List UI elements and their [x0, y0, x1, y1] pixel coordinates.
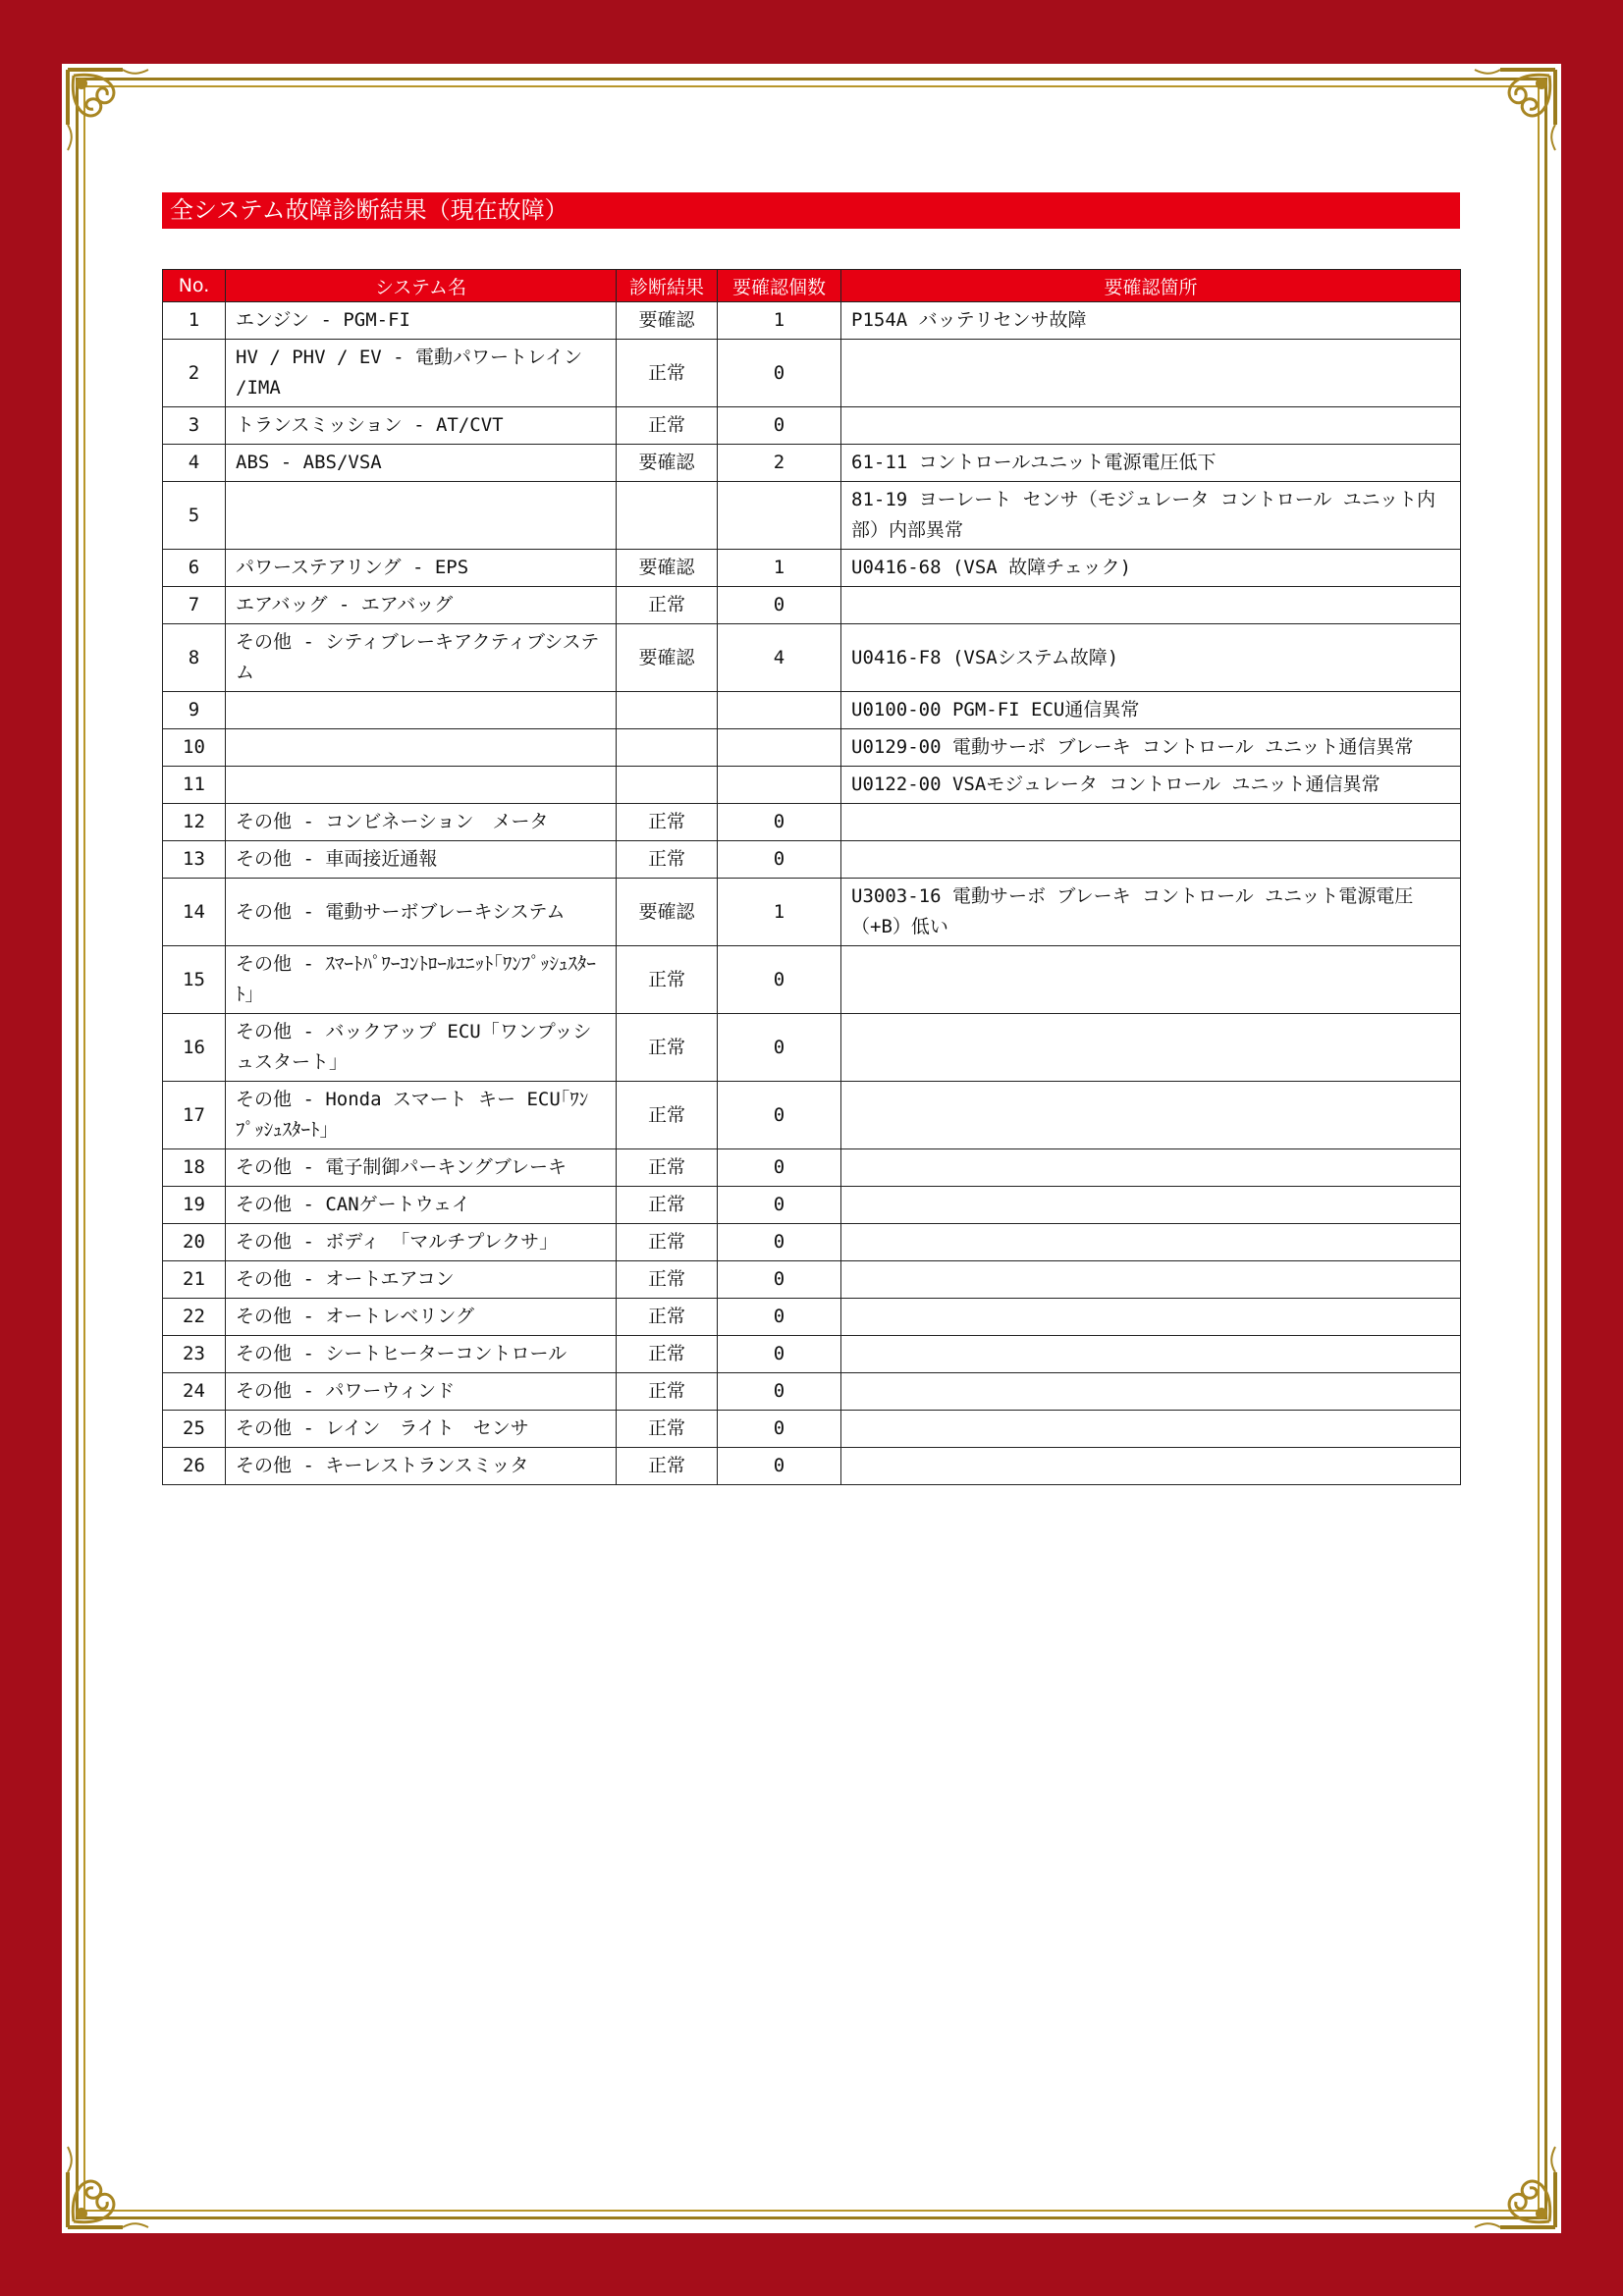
- row-count: 0: [718, 1448, 841, 1485]
- row-system: HV / PHV / EV - 電動パワートレイン /IMA: [226, 340, 617, 407]
- row-detail: [841, 1187, 1461, 1224]
- row-detail: [841, 1014, 1461, 1082]
- row-system: その他 - CANゲートウェイ: [226, 1187, 617, 1224]
- row-detail: 61-11 コントロールユニット電源電圧低下: [841, 445, 1461, 482]
- row-count: 1: [718, 550, 841, 587]
- row-system: その他 - Honda スマート キー ECU｢ﾜﾝﾌﾟｯｼｭｽﾀｰﾄ｣: [226, 1082, 617, 1149]
- row-no: 12: [163, 804, 226, 841]
- row-detail: [841, 1411, 1461, 1448]
- table-row: [163, 550, 1461, 587]
- row-system: その他 - 電子制御パーキングブレーキ: [226, 1149, 617, 1187]
- row-no: 7: [163, 587, 226, 624]
- row-system: その他 - シティブレーキアクティブシステム: [226, 624, 617, 692]
- column-header-result: 診断結果: [617, 270, 718, 302]
- row-count: 2: [718, 445, 841, 482]
- row-no: 14: [163, 879, 226, 946]
- row-detail: U3003-16 電動サーボ ブレーキ コントロール ユニット電源電圧（+B）低い: [841, 879, 1461, 946]
- row-detail: 81-19 ヨーレート センサ（モジュレータ コントロール ユニット内部）内部異常: [841, 482, 1461, 550]
- row-no: 11: [163, 767, 226, 804]
- row-result: 正常: [617, 1261, 718, 1299]
- row-result: [617, 482, 718, 550]
- row-system: その他 - 電動サーボブレーキシステム: [226, 879, 617, 946]
- row-result: 要確認: [617, 445, 718, 482]
- row-result: 正常: [617, 804, 718, 841]
- row-count: 0: [718, 407, 841, 445]
- row-system: その他 - オートレベリング: [226, 1299, 617, 1336]
- column-header-system: システム名: [226, 270, 617, 302]
- row-no: 15: [163, 946, 226, 1014]
- row-count: [718, 482, 841, 550]
- row-result: [617, 767, 718, 804]
- row-result: 正常: [617, 1373, 718, 1411]
- column-header-detail: 要確認箇所: [841, 270, 1461, 302]
- row-no: 1: [163, 302, 226, 340]
- table-row: [163, 879, 1461, 946]
- row-detail: [841, 1224, 1461, 1261]
- row-detail: U0416-68 (VSA 故障チェック): [841, 550, 1461, 587]
- row-system: その他 - キーレストランスミッタ: [226, 1448, 617, 1485]
- row-count: 0: [718, 1187, 841, 1224]
- row-result: 要確認: [617, 879, 718, 946]
- table-row: [163, 1336, 1461, 1373]
- row-detail: U0416-F8 (VSAシステム故障): [841, 624, 1461, 692]
- row-count: 0: [718, 1082, 841, 1149]
- table-row: [163, 841, 1461, 879]
- row-detail: [841, 1373, 1461, 1411]
- row-detail: [841, 1261, 1461, 1299]
- table-body: [163, 302, 1461, 1485]
- row-no: 18: [163, 1149, 226, 1187]
- row-result: 正常: [617, 1187, 718, 1224]
- row-count: 0: [718, 946, 841, 1014]
- row-result: 正常: [617, 407, 718, 445]
- table-row: [163, 1299, 1461, 1336]
- row-detail: [841, 340, 1461, 407]
- row-result: 正常: [617, 1411, 718, 1448]
- row-system: [226, 767, 617, 804]
- table-row: [163, 407, 1461, 445]
- row-detail: U0122-00 VSAモジュレータ コントロール ユニット通信異常: [841, 767, 1461, 804]
- diagnosis-table: [162, 269, 1461, 1485]
- row-no: 21: [163, 1261, 226, 1299]
- row-result: 正常: [617, 1082, 718, 1149]
- report-title: 全システム故障診断結果（現在故障）: [162, 192, 1460, 229]
- row-result: 正常: [617, 1149, 718, 1187]
- table-header-row: [163, 270, 1461, 302]
- row-count: 4: [718, 624, 841, 692]
- table-row: [163, 804, 1461, 841]
- row-count: 0: [718, 1224, 841, 1261]
- row-count: 1: [718, 879, 841, 946]
- row-count: 1: [718, 302, 841, 340]
- row-detail: [841, 587, 1461, 624]
- row-count: 0: [718, 1373, 841, 1411]
- table-row: [163, 1411, 1461, 1448]
- row-result: 正常: [617, 946, 718, 1014]
- table-row: [163, 1448, 1461, 1485]
- table-row: [163, 1373, 1461, 1411]
- row-result: 要確認: [617, 624, 718, 692]
- row-system: その他 - 車両接近通報: [226, 841, 617, 879]
- row-count: 0: [718, 1149, 841, 1187]
- row-result: 要確認: [617, 302, 718, 340]
- table-row: [163, 767, 1461, 804]
- row-system: その他 - コンビネーション メータ: [226, 804, 617, 841]
- row-count: 0: [718, 587, 841, 624]
- row-system: その他 - レイン ライト センサ: [226, 1411, 617, 1448]
- ornament-corner-icon: [64, 66, 152, 154]
- row-system: [226, 692, 617, 729]
- row-result: [617, 729, 718, 767]
- row-result: 正常: [617, 1336, 718, 1373]
- table-row: [163, 1149, 1461, 1187]
- row-count: 0: [718, 1014, 841, 1082]
- row-count: 0: [718, 1261, 841, 1299]
- row-result: 正常: [617, 1299, 718, 1336]
- row-no: 23: [163, 1336, 226, 1373]
- table-row: [163, 587, 1461, 624]
- ornament-corner-icon: [1471, 2143, 1559, 2231]
- row-count: [718, 729, 841, 767]
- row-result: 正常: [617, 1014, 718, 1082]
- row-no: 22: [163, 1299, 226, 1336]
- row-detail: P154A バッテリセンサ故障: [841, 302, 1461, 340]
- column-header-count: 要確認個数: [718, 270, 841, 302]
- row-system: ABS - ABS/VSA: [226, 445, 617, 482]
- row-system: トランスミッション - AT/CVT: [226, 407, 617, 445]
- row-detail: [841, 1299, 1461, 1336]
- table-row: [163, 1014, 1461, 1082]
- table-row: [163, 729, 1461, 767]
- row-detail: U0129-00 電動サーボ ブレーキ コントロール ユニット通信異常: [841, 729, 1461, 767]
- row-count: 0: [718, 1336, 841, 1373]
- row-no: 4: [163, 445, 226, 482]
- row-result: [617, 692, 718, 729]
- row-system: その他 - バックアップ ECU「ワンプッシュスタート」: [226, 1014, 617, 1082]
- table-row: [163, 624, 1461, 692]
- row-count: 0: [718, 1299, 841, 1336]
- row-count: [718, 692, 841, 729]
- row-no: 17: [163, 1082, 226, 1149]
- row-no: 16: [163, 1014, 226, 1082]
- row-result: 正常: [617, 1224, 718, 1261]
- row-no: 9: [163, 692, 226, 729]
- table-row: [163, 1224, 1461, 1261]
- ornament-corner-icon: [64, 2143, 152, 2231]
- table-row: [163, 1261, 1461, 1299]
- row-result: 正常: [617, 1448, 718, 1485]
- row-no: 19: [163, 1187, 226, 1224]
- row-no: 10: [163, 729, 226, 767]
- row-detail: [841, 804, 1461, 841]
- row-system: パワーステアリング - EPS: [226, 550, 617, 587]
- row-no: 8: [163, 624, 226, 692]
- row-no: 2: [163, 340, 226, 407]
- row-system: その他 - オートエアコン: [226, 1261, 617, 1299]
- row-detail: [841, 1336, 1461, 1373]
- row-detail: [841, 1082, 1461, 1149]
- table-row: [163, 692, 1461, 729]
- row-no: 26: [163, 1448, 226, 1485]
- row-count: 0: [718, 841, 841, 879]
- table-row: [163, 946, 1461, 1014]
- row-count: 0: [718, 340, 841, 407]
- row-detail: [841, 946, 1461, 1014]
- row-system: [226, 729, 617, 767]
- row-detail: [841, 1149, 1461, 1187]
- row-system: エアバッグ - エアバッグ: [226, 587, 617, 624]
- table-row: [163, 340, 1461, 407]
- table-row: [163, 1082, 1461, 1149]
- row-no: 5: [163, 482, 226, 550]
- row-no: 24: [163, 1373, 226, 1411]
- row-result: 正常: [617, 340, 718, 407]
- row-count: [718, 767, 841, 804]
- row-no: 13: [163, 841, 226, 879]
- row-result: 正常: [617, 841, 718, 879]
- table-row: [163, 445, 1461, 482]
- row-count: 0: [718, 1411, 841, 1448]
- row-system: その他 - パワーウィンド: [226, 1373, 617, 1411]
- row-system: その他 - シートヒーターコントロール: [226, 1336, 617, 1373]
- row-system: その他 - ｽﾏｰﾄﾊﾟﾜｰｺﾝﾄﾛｰﾙﾕﾆｯﾄ｢ﾜﾝﾌﾟｯｼｭｽﾀｰﾄ｣: [226, 946, 617, 1014]
- row-detail: [841, 1448, 1461, 1485]
- row-detail: U0100-00 PGM-FI ECU通信異常: [841, 692, 1461, 729]
- row-detail: [841, 841, 1461, 879]
- row-count: 0: [718, 804, 841, 841]
- row-no: 25: [163, 1411, 226, 1448]
- row-result: 正常: [617, 587, 718, 624]
- ornament-corner-icon: [1471, 66, 1559, 154]
- table-row: [163, 302, 1461, 340]
- row-system: [226, 482, 617, 550]
- table-row: [163, 482, 1461, 550]
- column-header-no: No.: [163, 270, 226, 302]
- row-result: 要確認: [617, 550, 718, 587]
- row-no: 20: [163, 1224, 226, 1261]
- row-detail: [841, 407, 1461, 445]
- row-system: エンジン - PGM-FI: [226, 302, 617, 340]
- table-row: [163, 1187, 1461, 1224]
- row-no: 3: [163, 407, 226, 445]
- row-no: 6: [163, 550, 226, 587]
- row-system: その他 - ボディ 「マルチプレクサ」: [226, 1224, 617, 1261]
